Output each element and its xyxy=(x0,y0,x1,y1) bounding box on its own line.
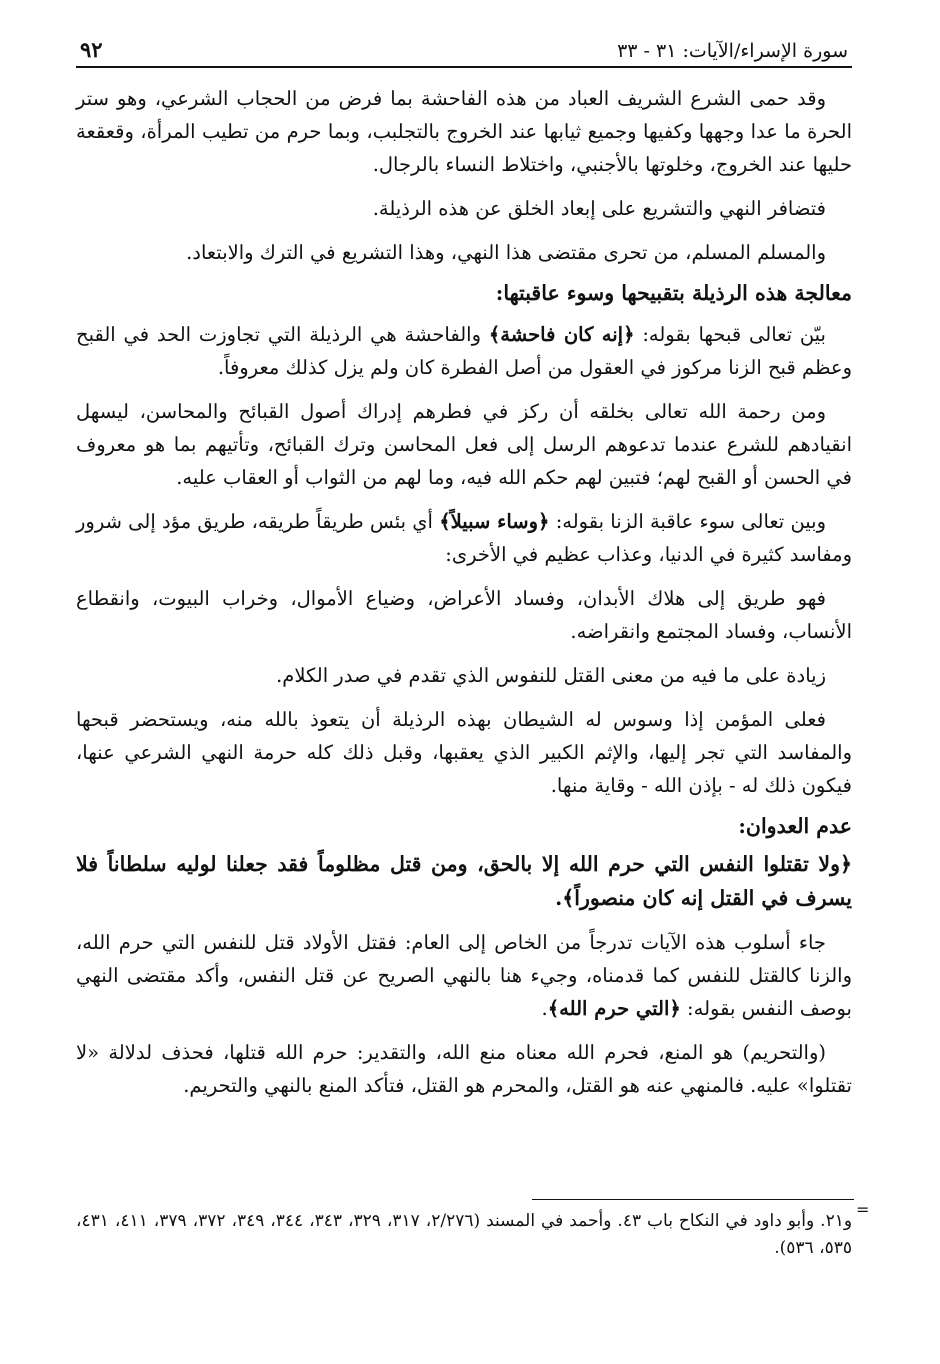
paragraph: فتضافر النهي والتشريع على إبعاد الخلق عن هذه الرذيلة. xyxy=(372,197,826,220)
paragraph: زيادة على ما فيه من معنى القتل للنفوس الذي تقدم في صدر الكلام. xyxy=(276,664,826,687)
paragraph: وقد حمى الشرع الشريف العباد من هذه الفاحشة بما فرض من الحجاب الشرعي، وهو ستر الحرة ما عدا وجهها وكفيها وجميع ثيابها عند الخروج بالتجلبب، وبما حرم من تطيب المرأة، وقعقعة حليها عند الخروج، وخلوتها بالأجنبي، واختلاط النساء بالرجال. xyxy=(76,87,852,176)
page-number: ٩٢ xyxy=(80,37,103,62)
paragraph xyxy=(76,926,852,1025)
section-heading: معالجة هذه الرذيلة بتقبيحها وسوء عاقبتها: xyxy=(495,281,852,305)
quran-verse: ﴿ولا تقتلوا النفس التي حرم الله إلا بالحق، ومن قتل مظلوماً فقد جعلنا لوليه سلطاناً فلا يسرف في القتل إنه كان منصوراً﴾. xyxy=(76,852,852,910)
section-heading: عدم العدوان: xyxy=(738,814,852,838)
quran-quote: ﴿إنه كان فاحشة﴾ xyxy=(488,323,635,346)
running-header xyxy=(76,28,852,68)
quran-quote: ﴿التي حرم الله﴾ xyxy=(547,997,681,1020)
paragraph-text: وبين تعالى سوء عاقبة الزنا بقوله: xyxy=(555,510,827,533)
paragraph: فهو طريق إلى هلاك الأبدان، وفساد الأعراض، وضياع الأموال، وخراب البيوت، وانقطاع الأنساب، وفساد المجتمع وانقراضه. xyxy=(76,587,852,643)
quran-quote: ﴿وساء سبيلاً﴾ xyxy=(439,510,550,533)
paragraph xyxy=(76,318,852,384)
paragraph: والمسلم المسلم، من تحرى مقتضى هذا النهي، وهذا التشريع في الترك والابتعاد. xyxy=(186,241,826,264)
paragraph: فعلى المؤمن إذا وسوس له الشيطان بهذه الرذيلة أن يتعوذ بالله منه، ويستحضر قبحها والمفاسد التي تجر إليها، والإثم الكبير الذي يعقبها، وقبل ذلك كله حرمة النهي الشرعي عنها، فيكون ذلك له - بإذن الله - وقاية منها. xyxy=(76,708,852,797)
paragraph-text: جاء أسلوب هذه الآيات تدرجاً من الخاص إلى العام: فقتل الأولاد قتل للنفس التي حرم الله، والزنا كالقتل للنفس كما قدمناه، وجيء هنا بالنهي الصريح عن قتل النفس، وأكد مقتضى النهي بوصف النفس بقوله: xyxy=(76,931,852,1020)
footnote-continuation-mark: = xyxy=(856,1200,870,1219)
paragraph-text: بيّن تعالى قبحها بقوله: xyxy=(642,323,826,346)
footnote: و٢١. وأبو داود في النكاح باب ٤٣. وأحمد في المسند (٢/٢٧٦، ٣١٧، ٣٢٩، ٣٤٣، ٣٤٤، ٣٤٩، ٣٧٢، ٣٧٩، ٤١١، ٤٣١، ٥٣٥، ٥٣٦). xyxy=(76,1211,853,1258)
page xyxy=(76,28,852,1102)
paragraph: ومن رحمة الله تعالى بخلقه أن ركز في فطرهم إدراك أصول القبائح والمحاسن، ليسهل انقيادهم للشرع عندما تدعوهم الرسل إلى فعل المحاسن وترك القبائح، وتأتيهم بما هو معروف في الحسن أو القبح لهم؛ فتبين لهم حكم الله فيه، وما لهم من الثواب أو العقاب عليه. xyxy=(76,400,852,489)
paragraph xyxy=(76,505,852,571)
paragraph-text: والفاحشة هي الرذيلة التي تجاوزت الحد في القبح وعظم قبح الزنا مركوز في العقول من أصل الفطرة كان ولم يزل كذلك معروفاً. xyxy=(76,323,852,379)
paragraph-text: أي بئس طريقاً طريقه، طريق مؤد إلى شرور ومفاسد كثيرة في الدنيا، وعذاب عظيم في الأخرى: xyxy=(76,510,852,566)
paragraph-text: . xyxy=(541,997,548,1020)
paragraph: (والتحريم) هو المنع، فحرم الله معناه منع الله، والتقدير: حرم الله قتلها، فحذف لدلالة «لا تقتلوا» عليه. فالمنهي عنه هو القتل، والمحرم هو القتل، فتأكد المنع بالنهي والتحريم. xyxy=(76,1041,852,1097)
running-title: سورة الإسراء/الآيات: ٣١ - ٣٣ xyxy=(617,40,848,62)
